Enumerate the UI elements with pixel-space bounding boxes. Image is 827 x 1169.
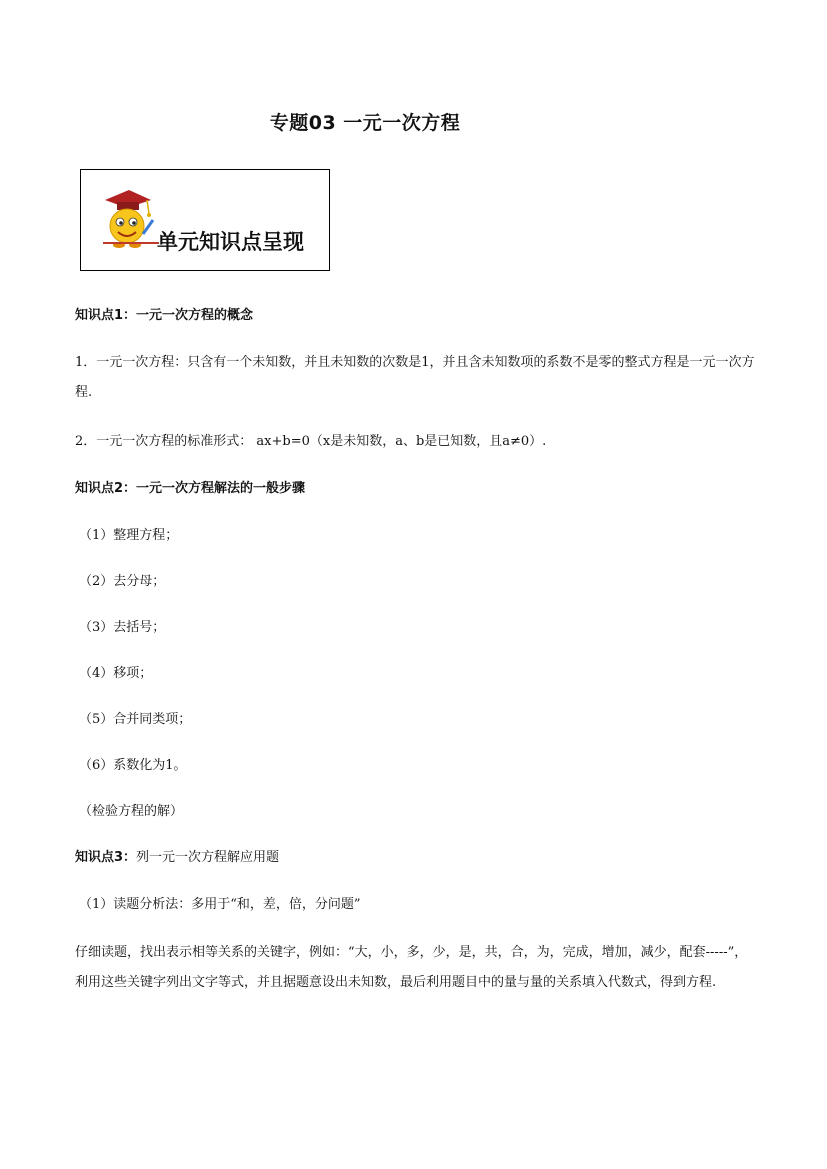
kp3-heading-text: 列一元一次方程解应用题 xyxy=(136,850,280,865)
kp2-step-2: （2）去分母； xyxy=(79,574,166,589)
kp3-item-1: （1）读题分析法：多用于“和，差，倍，分问题” xyxy=(79,897,361,912)
kp3-heading xyxy=(75,843,755,873)
kp2-step-5: （5）合并同类项； xyxy=(79,712,192,727)
kp1-paragraph-2: 2．一元一次方程的标准形式： ax+b=0（x是未知数，a、b是已知数，且a≠0）. xyxy=(75,434,547,449)
kp2-step-3: （3）去括号； xyxy=(79,620,166,635)
kp2-step-4: （4）移项； xyxy=(79,666,153,681)
section-banner xyxy=(80,169,330,271)
kp2-heading: 知识点2：一元一次方程解法的一般步骤 xyxy=(75,481,306,496)
kp1-heading: 知识点1：一元一次方程的概念 xyxy=(75,308,254,323)
kp2-step-1: （1）整理方程； xyxy=(79,528,179,543)
kp3-heading-label: 知识点3： xyxy=(75,850,137,865)
kp2-check-note: （检验方程的解） xyxy=(79,804,184,819)
banner-underline xyxy=(103,242,159,244)
banner-title: 单元知识点呈现 xyxy=(157,230,304,254)
kp3-paragraph: 仔细读题，找出表示相等关系的关键字，例如：“大，小，多，少，是，共，合，为，完成，增加，减少，配套-----”，利用这些关键字列出文字等式，并且据题意设出未知数，最后利用题目中的量与量的关系填入代数式，得到方程. xyxy=(75,945,748,990)
kp1-paragraph-1: 1．一元一次方程：只含有一个未知数，并且未知数的次数是1，并且含未知数项的系数不是零的整式方程是一元一次方程. xyxy=(75,355,755,400)
kp2-step-6: （6）系数化为1。 xyxy=(79,758,187,773)
page-title: 专题03 一元一次方程 xyxy=(269,112,461,134)
